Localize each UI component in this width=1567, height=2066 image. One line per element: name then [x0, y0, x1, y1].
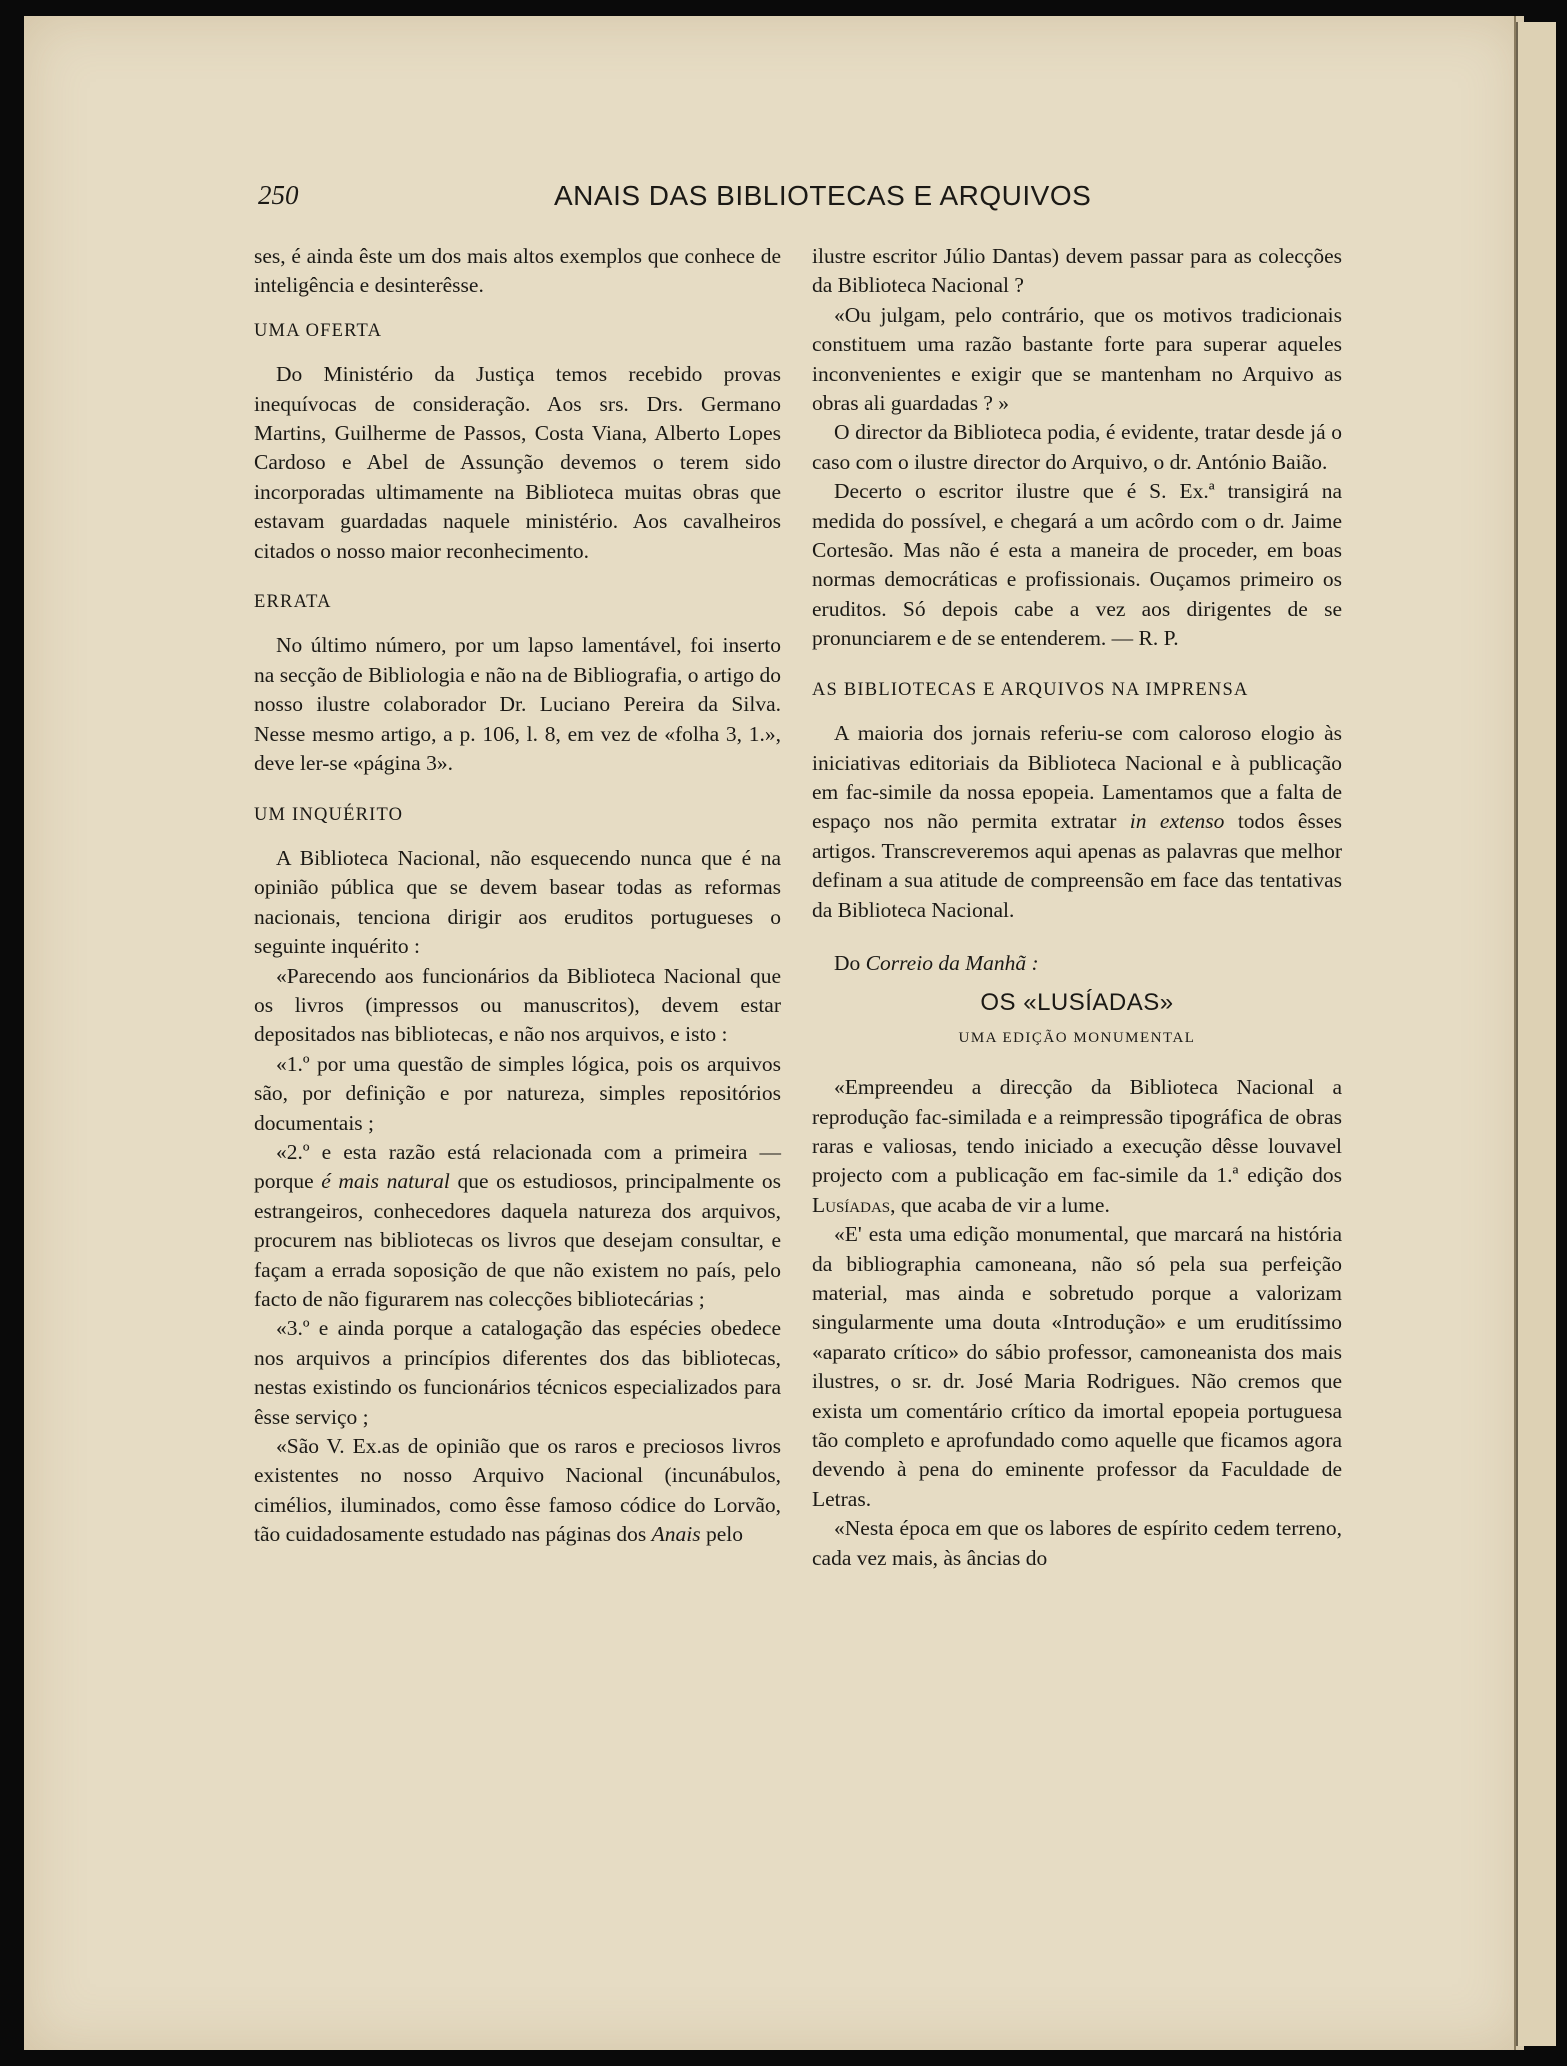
right-column	[812, 242, 1342, 1573]
quote-paragraph-2: «E' esta uma edição monumental, que marcará na história da bibliographia camoneana, não só pela sua perfeição material, mas ainda e sobretudo porque a valorizam singularmente uma douta «Introdução» e um eruditíssimo «aparato crítico» do sábio professor, camoneanista dos mais ilustres, o sr. dr. José Maria Rodrigues. Não cremos que exista um comentário crítico da imortal epopeia portuguesa tão completo e aprofundado como aquelle que ficamos agora devendo à pena do eminente professor da Faculdade de Letras.	[812, 1222, 1342, 1511]
section-heading-imprensa: AS BIBLIOTECAS E ARQUIVOS NA IMPRENSA	[812, 679, 1249, 700]
inquerito-paragraph-6: «São V. Ex.as de opinião que os raros e preciosos livros existentes no nosso Arquivo Nacional (incunábulos, cimélios, iluminados, como êsse famoso códice do Lorvão, tão cuidadosamente estudado nas páginas dos Anais pelo	[254, 1434, 781, 1547]
inquerito-paragraph-1: A Biblioteca Nacional, não esquecendo nunca que é na opinião pública que se devem basear todas as reformas nacionais, tenciona dirigir aos eruditos portugueses o seguinte inquérito :	[254, 845, 781, 959]
running-title: ANAIS DAS BIBLIOTECAS E ARQUIVOS	[554, 180, 1092, 211]
newspaper-name: Correio da Manhã :	[865, 950, 1039, 975]
source-line: Do Correio da Manhã :	[834, 950, 1039, 975]
emphasis-text: in extenso	[1129, 809, 1225, 834]
article-title: OS «LUSÍADAS»	[980, 989, 1174, 1017]
intro-paragraph: ses, é ainda êste um dos mais altos exemplos que conhece de inteligência e desinterêsse.	[254, 244, 781, 298]
next-page-edge	[1516, 22, 1556, 2046]
inquerito-paragraph-5: «3.º e ainda porque a catalogação das espécies obedece nos arquivos a princípios diferentes dos das bibliotecas, nestas existindo os funcionários técnicos especializados para êsse serviço ;	[254, 1316, 781, 1429]
imprensa-paragraph: A maioria dos jornais referiu-se com caloroso elogio às iniciativas editoriais da Biblioteca Nacional e à publicação em fac-simile da nossa epopeia. Lamentamos que a falta de espaço nos não permita extratar in extenso todos êsses artigos. Transcreveremos aqui apenas as palavras que melhor definam a sua atitude de compreensão em face das tentativas da Biblioteca Nacional.	[812, 721, 1343, 922]
emphasis-text: é mais natural	[321, 1169, 450, 1194]
continued-paragraph-4: Decerto o escritor ilustre que é S. Ex.ª transigirá na medida do possível, e chegará a um acôrdo com o dr. Jaime Cortesão. Mas não é esta a maneira de proceder, em boas normas democráticas e profissionais. Ouçamos primeiro os eruditos. Só depois cabe a vez aos dirigentes de se pronunciarem e de se entenderem. — R. P.	[812, 479, 1342, 651]
section-heading-oferta: UMA OFERTA	[254, 320, 383, 341]
inquerito-paragraph-4: «2.º e esta razão está relacionada com a primeira — porque é mais natural que os estudiosos, principalmente os estrangeiros, conhecedores daquela natureza dos arquivos, procurem nas bibliotecas os livros que desejam consultar, e façam a errada soposição de que não existem no país, pelo facto de não figurarem nas colecções bibliotecárias ;	[254, 1139, 781, 1311]
section-heading-inquerito: UM INQUÉRITO	[254, 804, 404, 825]
continued-paragraph-2: «Ou julgam, pelo contrário, que os motivos tradicionais constituem uma razão bastante forte para superar aqueles inconvenientes e exigir que se mantenham no Arquivo as obras ali guardadas ? »	[812, 302, 1342, 416]
left-column	[254, 242, 781, 1550]
continued-paragraph-3: O director da Biblioteca podia, é evidente, tratar desde já o caso com o ilustre director do Arquivo, o dr. António Baião.	[812, 420, 1342, 474]
inquerito-paragraph-3: «1.º por uma questão de simples lógica, pois os arquivos são, por definição e por natureza, simples repositórios documentais ;	[254, 1051, 781, 1135]
inquerito-paragraph-2: «Parecendo aos funcionários da Biblioteca Nacional que os livros (impressos ou manuscritos), devem estar depositados nas bibliotecas, e não nos arquivos, e isto :	[254, 963, 781, 1047]
page-header	[254, 180, 1354, 220]
emphasis-text: Anais	[651, 1522, 701, 1547]
oferta-paragraph: Do Ministério da Justiça temos recebido provas inequívocas de consideração. Aos srs. Drs. Germano Martins, Guilherme de Passos, Costa Viana, Alberto Lopes Cardoso e Abel de Assunção devemos o terem sido incorporadas ultimamente na Biblioteca muitas obras que estavam guardadas naquele ministério. Aos cavalheiros citados o nosso maior reconhecimento.	[254, 362, 781, 563]
small-caps-title: Lusíadas	[812, 1192, 891, 1217]
continued-paragraph-1: ilustre escritor Júlio Dantas) devem passar para as colecções da Biblioteca Nacional ?	[812, 244, 1342, 298]
quote-paragraph-1: «Empreendeu a direcção da Biblioteca Nacional a reprodução fac-similada e a reimpressão tipográfica de obras raras e valiosas, tendo iniciado a execução dêsse louvavel projecto com a publicação em fac-simile da 1.ª edição dos Lusíadas, que acaba de vir a lume.	[812, 1075, 1342, 1217]
article-subtitle: UMA EDIÇÃO MONUMENTAL	[958, 1029, 1196, 1046]
section-heading-errata: ERRATA	[254, 592, 332, 613]
errata-paragraph: No último número, por um lapso lamentável, foi inserto na secção de Bibliologia e não na de Bibliografia, o artigo do nosso ilustre colaborador Dr. Luciano Pereira da Silva. Nesse mesmo artigo, a p. 106, l. 8, em vez de «folha 3, 1.», deve ler-se «página 3».	[254, 633, 781, 776]
page-number: 250	[258, 180, 299, 210]
quote-paragraph-3: «Nesta época em que os labores de espírito cedem terreno, cada vez mais, às âncias do	[812, 1516, 1342, 1570]
